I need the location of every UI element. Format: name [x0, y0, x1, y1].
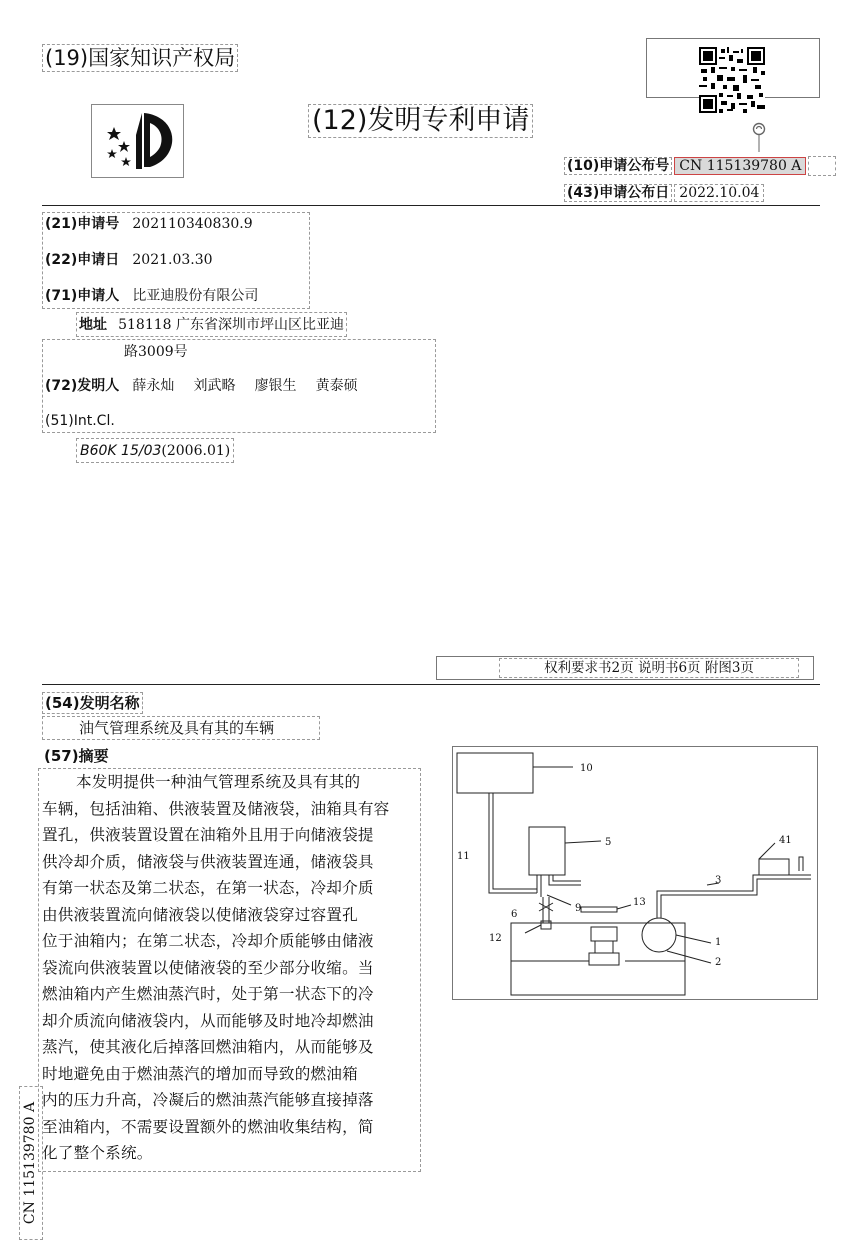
abstract-line: 袋流向供液装置以使储液袋的至少部分收缩。当	[42, 958, 374, 977]
abstract-line: 车辆，包括油箱、供液装置及储液袋，油箱具有容	[42, 799, 390, 818]
publication-number-label: (10)申请公布号	[564, 157, 672, 175]
address-line-1: 518118 广东省深圳市坪山区比亚迪	[118, 317, 344, 333]
address-line-2: 路3009号	[124, 344, 188, 360]
application-date-row	[45, 248, 213, 271]
inventor: 薛永灿	[132, 378, 175, 394]
inventors-label: (72)发明人	[45, 378, 120, 394]
abstract-label: (57)摘要	[44, 747, 109, 765]
abstract-line: 供冷却介质，储液袋与供液装置连通，储液袋具	[42, 852, 374, 871]
invention-title: 油气管理系统及具有其的车辆	[79, 719, 275, 737]
cnipa-logo-icon	[92, 105, 183, 177]
figure-label-6: 6	[511, 909, 518, 920]
cnipa-emblem	[91, 104, 184, 178]
inventor: 廖银生	[254, 378, 297, 394]
intcl-label: (51)Int.Cl.	[45, 413, 115, 429]
application-number-row	[45, 212, 253, 235]
publication-date-row	[564, 181, 764, 204]
abstract-line: 位于油箱内；在第二状态，冷却介质能够由储液	[42, 932, 374, 950]
application-date: 2021.03.30	[132, 252, 213, 268]
intcl-code: B60K 15/03	[80, 443, 162, 459]
office-name: (19)国家知识产权局	[42, 44, 238, 72]
abstract-line: 至油箱内，不需要设置额外的燃油收集结构，简	[42, 1117, 374, 1136]
application-number-label: (21)申请号	[45, 216, 120, 232]
abstract-line: 燃油箱内产生燃油蒸汽时，处于第一状态下的冷	[42, 985, 374, 1003]
qr-code-box	[646, 38, 820, 98]
figure-label-9: 9	[575, 903, 582, 914]
application-date-label: (22)申请日	[45, 252, 120, 268]
abstract-line: 内的压力升高，冷凝后的燃油蒸汽能够直接掉落	[42, 1091, 374, 1109]
figure-label-13: 13	[633, 897, 646, 908]
title-label: (54)发明名称	[42, 692, 143, 714]
abstract-figure	[452, 746, 818, 1000]
pages-summary-box	[436, 656, 814, 680]
document-type: (12)发明专利申请	[308, 104, 533, 138]
inventor: 黄泰硕	[315, 378, 358, 394]
intcl-code-row	[76, 438, 234, 463]
applicant: 比亚迪股份有限公司	[132, 288, 259, 304]
abstract-line: 却介质流向储液袋内，从而能够及时地冷却燃油	[42, 1011, 374, 1030]
publication-number: CN 115139780 A	[674, 157, 806, 175]
abstract-box	[38, 768, 421, 1172]
applicant-label: (71)申请人	[45, 288, 120, 304]
figure-label-3: 3	[715, 875, 722, 886]
abstract-line: 蒸汽，使其液化后掉落回燃油箱内，从而能够及	[42, 1038, 374, 1056]
figure-label-5: 5	[605, 837, 612, 848]
figure-label-12: 12	[489, 933, 502, 944]
abstract-line: 置孔，供液装置设置在油箱外且用于向储液袋提	[42, 826, 374, 844]
qr-code-icon	[699, 47, 765, 113]
abstract-line: 化了整个系统。	[42, 1144, 153, 1162]
publication-date-label: (43)申请公布日	[564, 184, 672, 202]
abstract-line: 有第一状态及第二状态，在第一状态，冷却介质	[42, 879, 374, 897]
abstract-line: 由供液装置流向储液袋以使储液袋穿过容置孔	[42, 905, 358, 924]
inventors-row	[45, 374, 358, 397]
section-divider	[42, 684, 820, 685]
figure-label-41: 41	[779, 835, 792, 846]
applicant-row	[45, 284, 258, 307]
publication-number-row	[564, 154, 836, 177]
address-label: 地址	[79, 317, 107, 333]
header-divider	[42, 205, 820, 206]
application-number: 202110340830.9	[132, 216, 253, 232]
inventor: 刘武略	[193, 378, 236, 394]
abstract-line: 本发明提供一种油气管理系统及具有其的	[76, 773, 361, 791]
figure-label-10: 10	[580, 763, 593, 774]
side-number-box	[19, 1086, 43, 1240]
system-diagram	[453, 747, 817, 999]
figure-label-1: 1	[715, 937, 722, 948]
title-box	[42, 716, 320, 740]
side-publication-number: CN 115139780 A	[22, 1101, 38, 1225]
anchor-icon	[752, 122, 766, 156]
pages-summary: 权利要求书2页 说明书6页 附图3页	[499, 658, 799, 678]
intcl-version: (2006.01)	[161, 443, 231, 459]
address-line-2-row	[124, 340, 188, 363]
publication-date: 2022.10.04	[674, 184, 764, 202]
address-row	[76, 312, 347, 337]
abstract-line: 时地避免由于燃油蒸汽的增加而导致的燃油箱	[42, 1064, 358, 1083]
intcl-row	[45, 409, 115, 432]
figure-label-11: 11	[457, 851, 470, 862]
figure-label-2: 2	[715, 957, 722, 968]
